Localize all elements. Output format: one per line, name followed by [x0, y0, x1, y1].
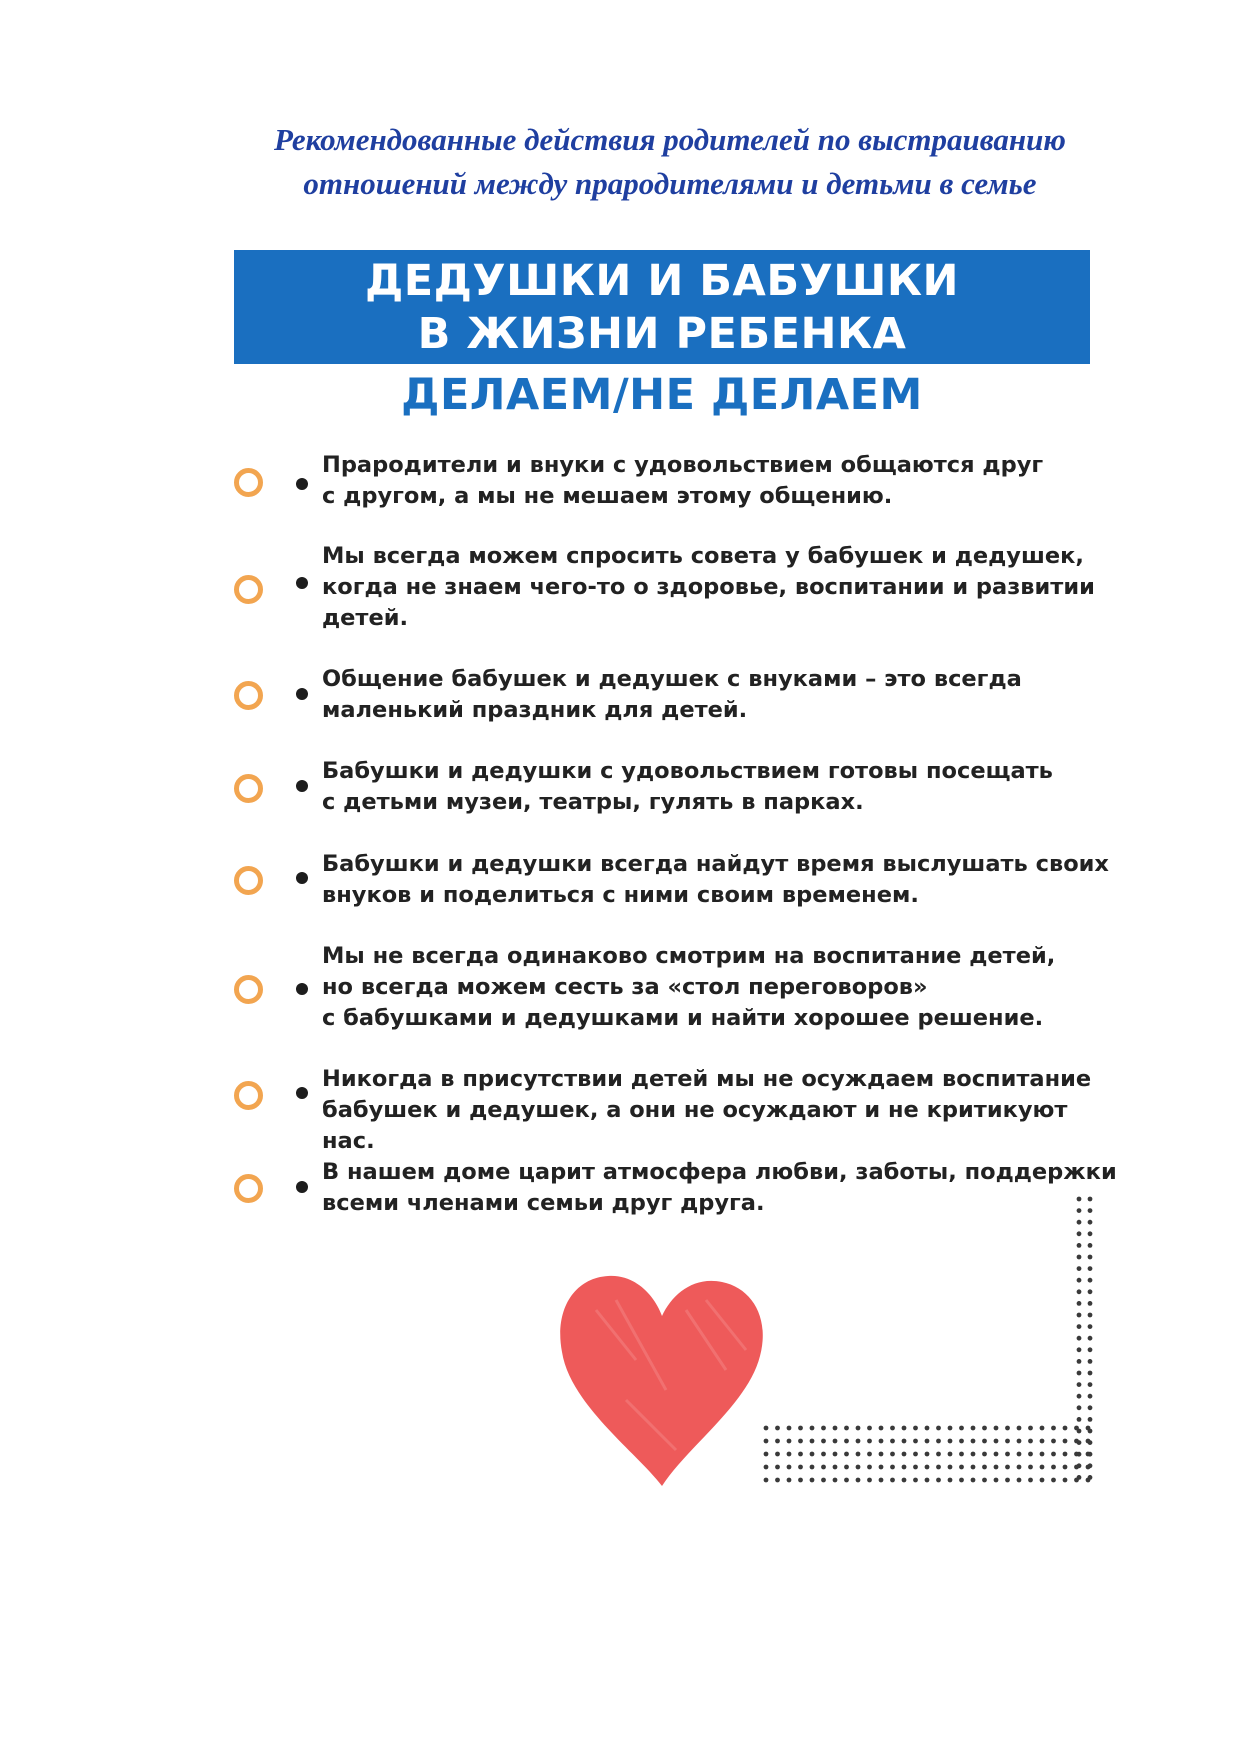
list-item-text: В нашем доме царит атмосфера любви, заботы, поддержки всеми членами семьи друг друга. [322, 1159, 1117, 1216]
list-item-text: Мы не всегда одинаково смотрим на воспитание детей, но всегда можем сесть за «стол переговоров» с бабушками и дедушками и найти хорошее решение. [322, 943, 1056, 1031]
list-item-text: Бабушки и дедушки с удовольствием готовы посещать с детьми музеи, театры, гулять в парках. [322, 758, 1053, 815]
bullet-dot-icon [296, 688, 308, 700]
ring-icon [234, 866, 263, 895]
page-title-line-1: Рекомендованные действия родителей по выстраиванию [274, 122, 1066, 157]
list-item-text: Мы всегда можем спросить совета у бабушек и дедушек, когда не знаем чего-то о здоровье, воспитании и развитии детей. [322, 543, 1095, 631]
dot-pattern-horizontal [762, 1424, 1094, 1486]
list-item-text: Никогда в присутствии детей мы не осуждаем воспитание бабушек и дедушек, а они не осуждают и не критикуют нас. [322, 1066, 1092, 1154]
bullet-dot-icon [296, 983, 308, 995]
heart-icon [556, 1270, 768, 1488]
bullet-dot-icon [296, 1087, 308, 1099]
ring-icon [234, 575, 263, 604]
ring-icon [234, 975, 263, 1004]
bullet-dot-icon [296, 1181, 308, 1193]
ring-icon [234, 681, 263, 710]
bullet-dot-icon [296, 780, 308, 792]
list-item-text: Бабушки и дедушки всегда найдут время выслушать своих внуков и поделиться с ними своим временем. [322, 851, 1109, 908]
title-banner [234, 250, 1090, 364]
ring-icon [234, 774, 263, 803]
bullet-dot-icon [296, 577, 308, 589]
page-title [150, 118, 1190, 206]
ring-icon [234, 1174, 263, 1203]
bullet-dot-icon [296, 478, 308, 490]
list-item-text: Прародители и внуки с удовольствием общаются друг с другом, а мы не мешаем этому общению. [322, 452, 1044, 509]
ring-icon [234, 468, 263, 497]
subheading: ДЕЛАЕМ/НЕ ДЕЛАЕМ [401, 370, 923, 420]
banner-line-2: В ЖИЗНИ РЕБЕНКА [417, 309, 907, 359]
bullet-dot-icon [296, 872, 308, 884]
list-item-text: Общение бабушек и дедушек с внуками – это всегда маленький праздник для детей. [322, 666, 1022, 723]
page-title-line-2: отношений между прародителями и детьми в семье [303, 166, 1037, 201]
banner-line-1: ДЕДУШКИ И БАБУШКИ [364, 256, 960, 306]
ring-icon [234, 1081, 263, 1110]
